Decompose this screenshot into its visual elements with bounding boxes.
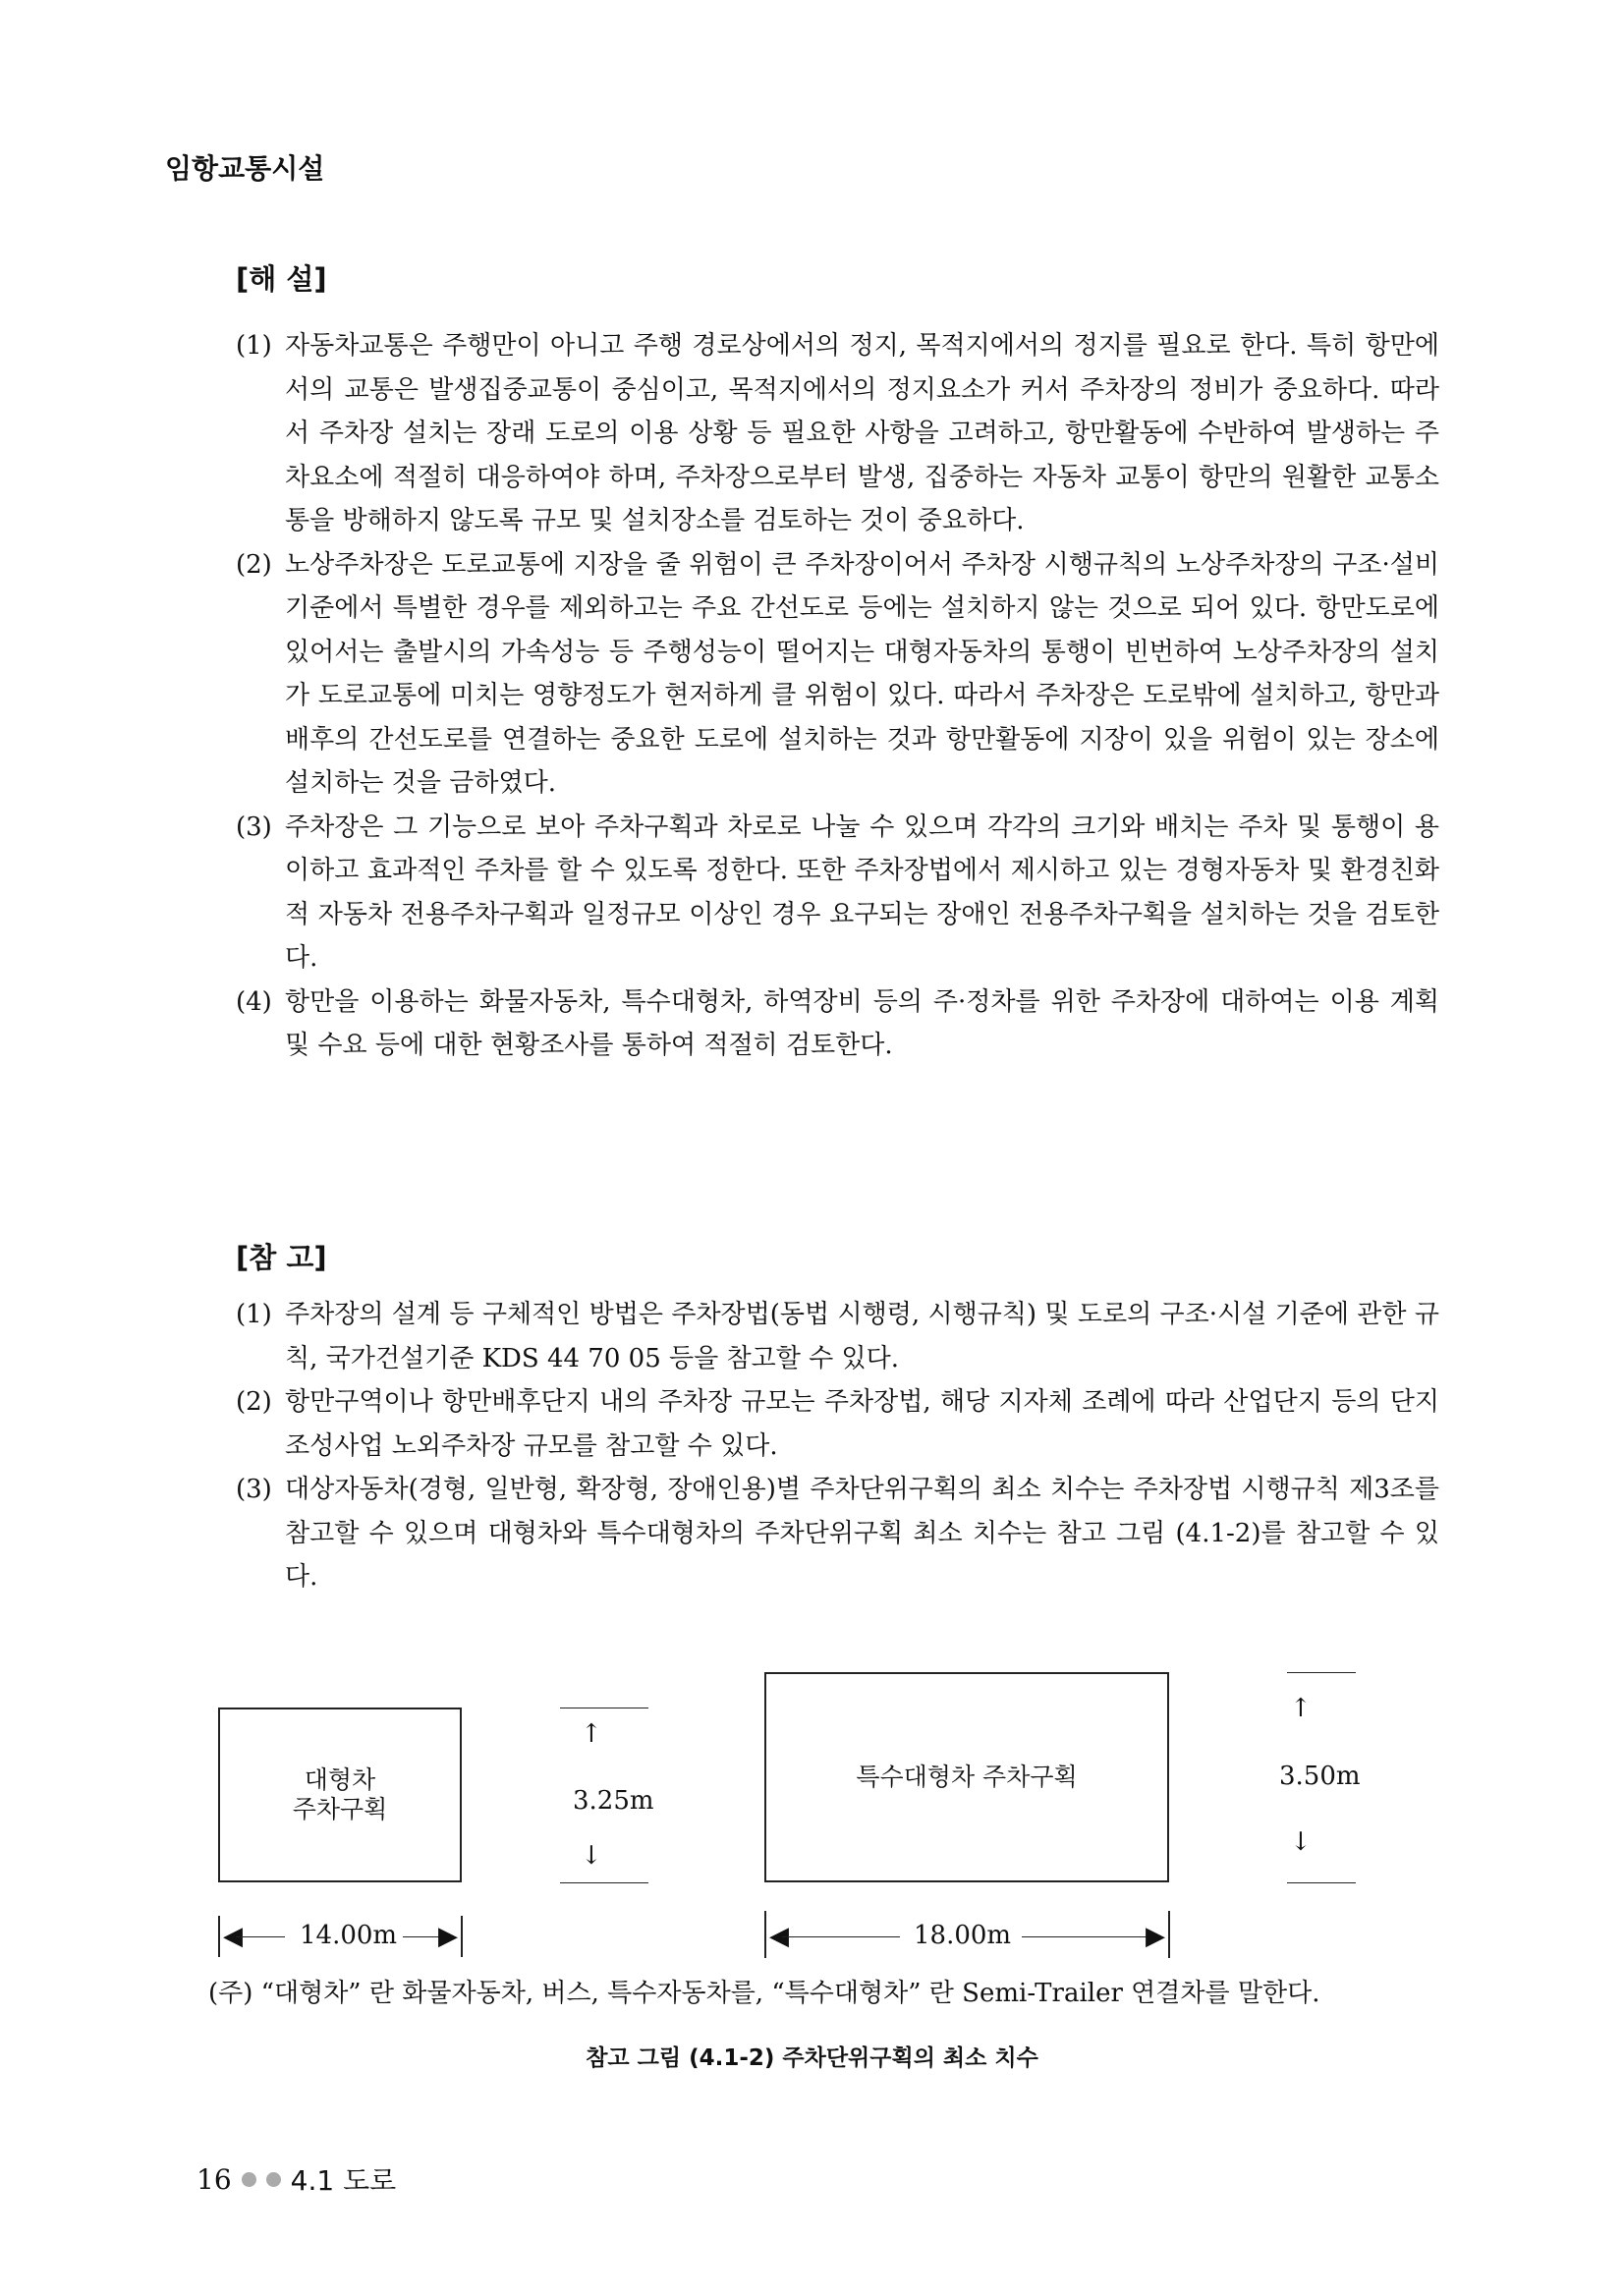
- arrow-up-icon: ↑: [581, 1719, 602, 1749]
- explanation-item: [236, 980, 1439, 1068]
- item-number: (2): [236, 1387, 272, 1417]
- item-text: 대상자동차(경형, 일반형, 확장형, 장애인용)별 주차단위구획의 최소 치수는 주차장법 시행규칙 제3조를 참고할 수 있으며 대형차와 특수대형차의 주차단위구획 최소 치수는 참고 그림 (4.1-2)를 참고할 수 있다.: [285, 1475, 1439, 1592]
- large-vehicle-label: 대형차: [304, 1765, 376, 1794]
- special-width-label: 18.00m: [914, 1921, 1012, 1950]
- running-header: 임항교통시설: [165, 152, 325, 185]
- special-vehicle-label: 특수대형차 주차구획: [856, 1763, 1078, 1791]
- reference-title: [참 고]: [236, 1241, 327, 1274]
- reference-list: [236, 1293, 1439, 1599]
- item-number: (1): [236, 1300, 272, 1329]
- dimension-line: [1287, 1672, 1356, 1673]
- item-number: (1): [236, 331, 272, 361]
- reference-item: [236, 1293, 1439, 1380]
- large-height-label: 3.25m: [573, 1786, 654, 1816]
- item-text: 자동차교통은 주행만이 아니고 주행 경로상에서의 정지, 목적지에서의 정지를 필요로 한다. 특히 항만에서의 교통은 발생집중교통이 중심이고, 목적지에서의 정지요소가 커서 주차장의 정비가 중요하다. 따라서 주차장 설치는 장래 도로의 이용 상황 등 필요한 사항을 고려하고, 항만활동에 수반하여 발생하는 주차요소에 적절히 대응하여야 하며, 주차장으로부터 발생, 집중하는 자동차 교통이 항만의 원활한 교통소통을 방해하지 않도록 규모 및 설치장소를 검토하는 것이 중요하다.: [285, 331, 1439, 535]
- item-number: (3): [236, 1475, 272, 1504]
- item-text: 주차장은 그 기능으로 보아 주차구획과 차로로 나눌 수 있으며 각각의 크기와 배치는 주차 및 통행이 용이하고 효과적인 주차를 할 수 있도록 정한다. 또한 주차장법에서 제시하고 있는 경형자동차 및 환경친화적 자동차 전용주차구획과 일정규모 이상인 경우 요구되는 장애인 전용주차구획을 설치하는 것을 검토한다.: [285, 812, 1440, 973]
- special-vehicle-box: [764, 1672, 1169, 1882]
- dimension-tick: [1168, 1911, 1170, 1958]
- large-width-label: 14.00m: [300, 1921, 398, 1950]
- item-text: 노상주차장은 도로교통에 지장을 줄 위험이 큰 주차장이어서 주차장 시행규칙의 노상주차장의 구조·설비 기준에서 특별한 경우를 제외하고는 주요 간선도로 등에는 설치하지 않는 것으로 되어 있다. 항만도로에 있어서는 출발시의 가속성능 등 주행성능이 떨어지는 대형자동차의 통행이 빈번하여 노상주차장의 설치가 도로교통에 미치는 영향정도가 현저하게 클 위험이 있다. 따라서 주차장은 도로밖에 설치하고, 항만과 배후의 간선도로를 연결하는 중요한 도로에 설치하는 것과 항만활동에 지장이 있을 위험이 있는 장소에 설치하는 것을 금하였다.: [285, 549, 1439, 798]
- arrow-down-icon: ↓: [1290, 1827, 1312, 1857]
- arrow-left-icon: ◀: [769, 1922, 789, 1951]
- dimension-line: [1022, 1936, 1148, 1937]
- bullet-dot-icon: [266, 2172, 281, 2187]
- reference-item: [236, 1468, 1439, 1599]
- dimension-line: [560, 1882, 648, 1883]
- figure-note: (주) “대형차” 란 화물자동차, 버스, 특수자동차를, “특수대형차” 란 Semi-Trailer 연결차를 말한다.: [208, 1979, 1320, 2008]
- explanation-list: [236, 324, 1439, 1068]
- figure-caption: 참고 그림 (4.1-2) 주차단위구획의 최소 치수: [586, 2045, 1038, 2071]
- arrow-up-icon: ↑: [1290, 1694, 1312, 1723]
- arrow-right-icon: ▶: [438, 1922, 458, 1951]
- dimension-line: [782, 1936, 900, 1937]
- page-footer: [196, 2159, 396, 2199]
- dimension-line: [1287, 1882, 1356, 1883]
- item-text: 항만구역이나 항만배후단지 내의 주차장 규모는 주차장법, 해당 지자체 조례에 따라 산업단지 등의 단지조성사업 노외주차장 규모를 참고할 수 있다.: [285, 1387, 1439, 1461]
- item-number: (4): [236, 986, 272, 1017]
- page-number: 16: [196, 2162, 232, 2196]
- arrow-left-icon: ◀: [223, 1922, 243, 1951]
- explanation-title: [해 설]: [236, 262, 327, 296]
- reference-item: [236, 1380, 1439, 1468]
- dimension-tick: [218, 1916, 220, 1957]
- item-number: (2): [236, 549, 272, 580]
- explanation-item: [236, 806, 1439, 980]
- arrow-down-icon: ↓: [581, 1841, 602, 1871]
- special-height-label: 3.50m: [1279, 1762, 1361, 1791]
- dimension-line: [236, 1936, 285, 1937]
- arrow-right-icon: ▶: [1146, 1922, 1165, 1951]
- large-vehicle-box: [218, 1708, 462, 1882]
- dimension-tick: [461, 1916, 463, 1957]
- large-vehicle-label-2: 주차구획: [292, 1795, 388, 1823]
- footer-section: 4.1 도로: [290, 2164, 397, 2197]
- explanation-item: [236, 324, 1439, 543]
- dimension-tick: [764, 1911, 766, 1958]
- item-number: (3): [236, 812, 272, 842]
- item-text: 주차장의 설계 등 구체적인 방법은 주차장법(동법 시행령, 시행규칙) 및 도로의 구조·시설 기준에 관한 규칙, 국가건설기준 KDS 44 70 05 등을 참고할 수 있다.: [285, 1300, 1439, 1373]
- item-text: 항만을 이용하는 화물자동차, 특수대형차, 하역장비 등의 주·정차를 위한 주차장에 대하여는 이용 계획 및 수요 등에 대한 현황조사를 통하여 적절히 검토한다.: [285, 986, 1439, 1060]
- explanation-item: [236, 543, 1439, 806]
- bullet-dot-icon: [242, 2172, 256, 2187]
